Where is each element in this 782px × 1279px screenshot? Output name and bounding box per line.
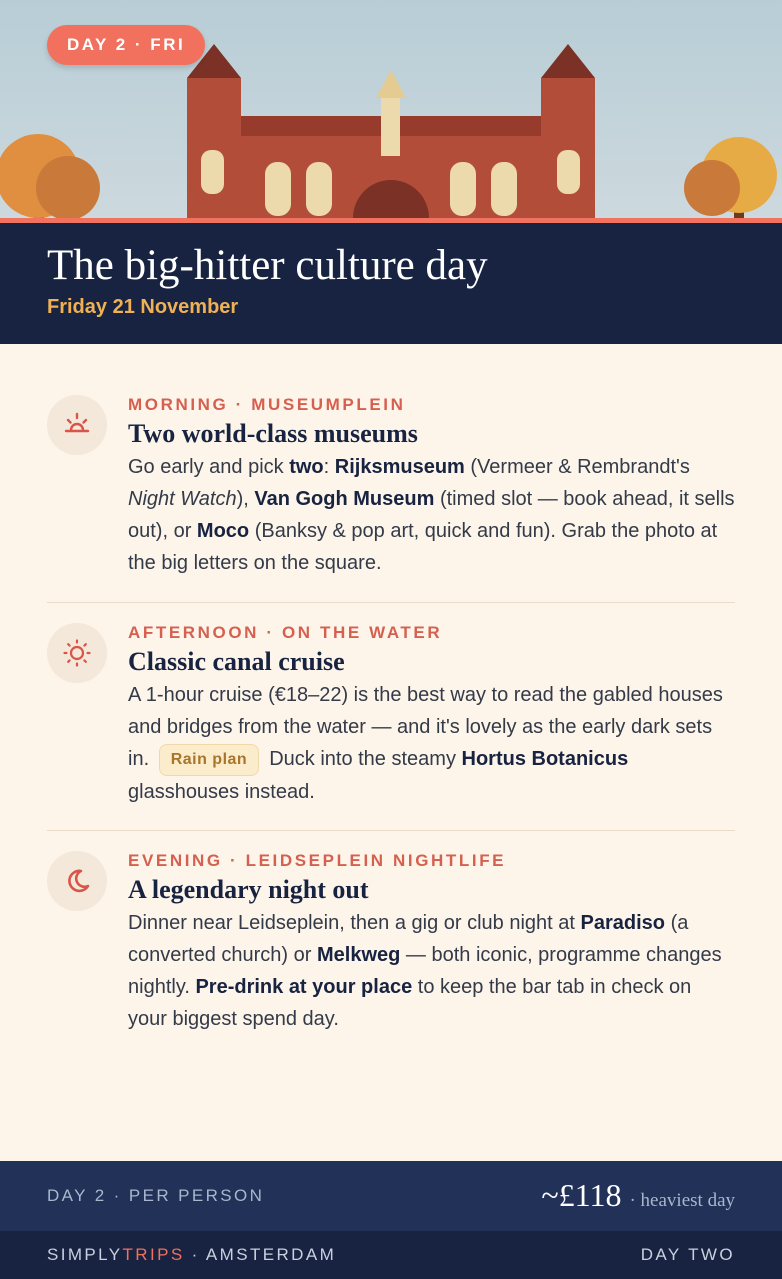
section-label: EVENING · LEIDSEPLEIN NIGHTLIFE xyxy=(128,851,507,870)
section-title: Two world-class museums xyxy=(128,419,418,448)
cost-label: DAY 2 · PER PERSON xyxy=(47,1186,265,1205)
sun-icon xyxy=(47,623,107,683)
rain-plan-tag: Rain plan xyxy=(159,744,260,776)
section-description: A 1-hour cruise (€18–22) is the best way to read the gabled houses and bridges from the water — and it's lovely as the early dark sets in. Rain plan Duck into the steamy Hortus Botanicus glasshouses instead. xyxy=(128,684,723,803)
cost-note: · heaviest day xyxy=(629,1190,735,1211)
section-description: Go early and pick two: Rijksmuseum (Vermeer & Rembrandt's Night Watch), Van Gogh Museum (timed slot — book ahead, it sells out), or Moco (Banksy & pop art, quick and fun). Grab the photo at the big letters on the square. xyxy=(128,456,735,574)
cost-bar xyxy=(0,1161,782,1231)
section-afternoon-body xyxy=(128,623,735,808)
page-title: The big-hitter culture day xyxy=(47,242,488,289)
sunrise-icon xyxy=(47,395,107,455)
section-label: AFTERNOON · ON THE WATER xyxy=(128,623,443,642)
title-band xyxy=(0,223,782,344)
footer xyxy=(0,1231,782,1279)
page-date: Friday 21 November xyxy=(47,296,239,318)
hero-illustration xyxy=(0,0,782,223)
footer-day-label: DAY TWO xyxy=(640,1245,735,1264)
moon-icon xyxy=(47,851,107,911)
brand-logo: SIMPLYTRIPS · AMSTERDAM xyxy=(47,1245,337,1264)
day-badge: DAY 2 · FRI xyxy=(47,25,205,65)
section-title: Classic canal cruise xyxy=(128,647,345,676)
section-label: MORNING · MUSEUMPLEIN xyxy=(128,395,406,414)
section-morning-body xyxy=(128,395,735,579)
section-divider xyxy=(47,602,735,603)
cost-value: ~£118 xyxy=(541,1177,622,1213)
section-evening-body xyxy=(128,851,735,1035)
section-divider xyxy=(47,830,735,831)
section-title: A legendary night out xyxy=(128,875,369,904)
section-description: Dinner near Leidseplein, then a gig or club night at Paradiso (a converted church) or Melkweg — both iconic, programme changes nightly. Pre-drink at your place to keep the bar tab in check on your biggest spend day. xyxy=(128,912,722,1030)
cost-summary xyxy=(541,1177,735,1214)
